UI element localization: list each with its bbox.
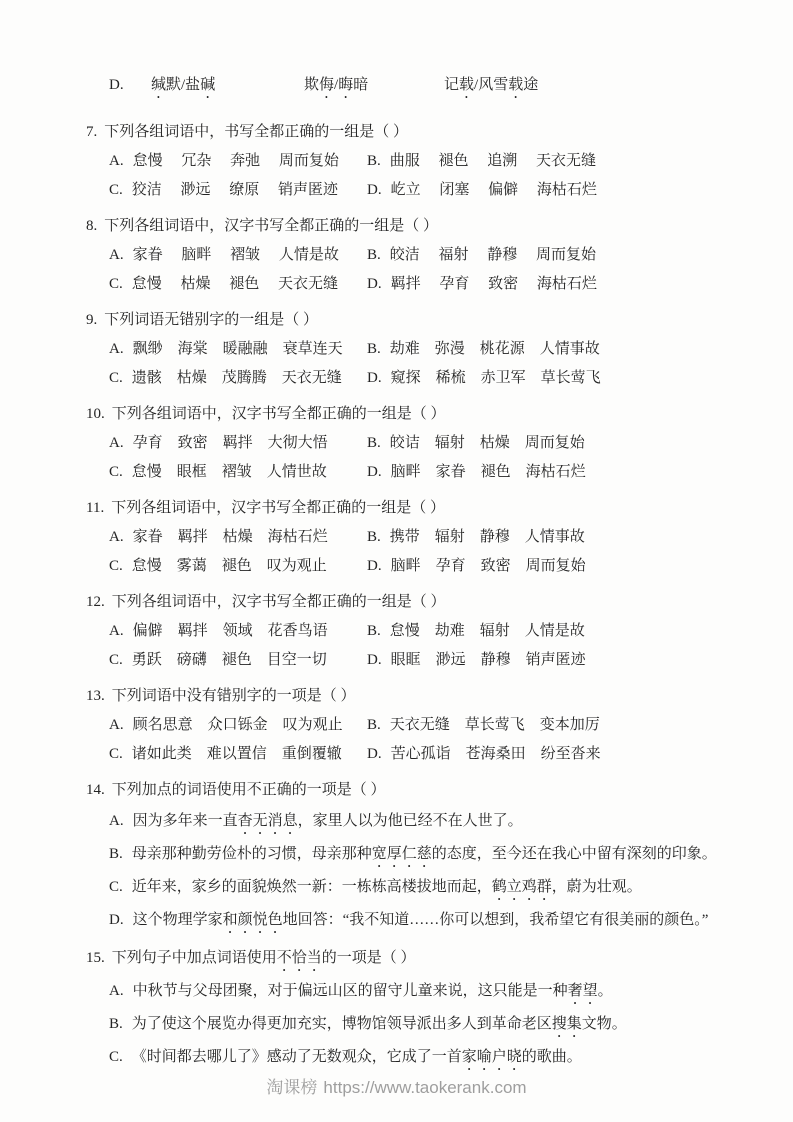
text-segment: 下列各组词语中，汉字书写全都正确的一组是（ ） xyxy=(111,594,446,610)
text-segment: 勇跃 磅礴 褪色 目空一切 xyxy=(131,652,327,668)
text-segment: 暗 xyxy=(353,77,369,93)
option-text xyxy=(133,523,328,552)
answer-option xyxy=(109,805,523,838)
option-row xyxy=(86,364,749,393)
option-label: D. xyxy=(367,746,382,762)
option-text xyxy=(132,871,642,904)
option-text xyxy=(133,975,613,1008)
question-number: 11. xyxy=(86,500,105,516)
option-label: D. xyxy=(367,652,382,668)
question-stem xyxy=(86,212,749,241)
option-label: C. xyxy=(109,746,123,762)
option-label: C. xyxy=(109,879,123,895)
option-text xyxy=(390,335,600,364)
option-text xyxy=(390,241,596,270)
question-stem-text xyxy=(111,494,749,523)
text-segment: 偏僻 羁拌 领域 花香鸟语 xyxy=(132,623,328,639)
question-block xyxy=(86,212,749,299)
text-segment: 的歌曲。 xyxy=(521,1049,582,1065)
option-text xyxy=(391,740,601,769)
option-label: D. xyxy=(367,558,382,574)
option-label: D. xyxy=(367,276,382,292)
option-text xyxy=(132,552,327,581)
option-row xyxy=(86,523,749,552)
text-segment: 中秋节与父母团聚，对于偏远山区的留守儿童来说，这只能是一种 xyxy=(132,983,568,999)
dotted-term: 缄 xyxy=(151,77,167,93)
text-segment: 下列词语中没有错别字的一项是（ ） xyxy=(111,688,356,704)
text-segment: 怠慢 冗杂 奔弛 周而复始 xyxy=(132,153,339,169)
text-segment: 天衣无缝 草长莺飞 变本加厉 xyxy=(389,717,600,733)
answer-option xyxy=(367,147,596,176)
dotted-term: 和颜悦色 xyxy=(222,912,283,928)
question-options xyxy=(86,711,749,769)
question-number: 13. xyxy=(86,688,105,704)
answer-option xyxy=(109,711,367,740)
text-segment: 羁拌 孕育 致密 海枯石烂 xyxy=(390,276,597,292)
option-text xyxy=(133,805,523,838)
question-block xyxy=(86,118,749,205)
question-stem-text xyxy=(112,400,749,429)
question-options xyxy=(86,147,749,205)
option-row xyxy=(86,1008,749,1041)
option-text xyxy=(133,335,343,364)
option-label: B. xyxy=(367,341,381,357)
option-text xyxy=(132,646,327,675)
text-segment: 下列各组词语中，汉字书写全都正确的一组是（ ） xyxy=(111,406,446,422)
question-stem-text xyxy=(104,306,749,335)
question-options xyxy=(86,429,749,487)
question-block xyxy=(86,400,749,487)
question-stem xyxy=(86,118,749,147)
answer-option xyxy=(367,270,597,299)
option-text xyxy=(133,429,328,458)
text-segment: 默/盐 xyxy=(166,77,201,93)
dotted-term: 搜集 xyxy=(551,1016,582,1032)
option-label: B. xyxy=(367,623,381,639)
text-segment: 近年来，家乡的面貌焕然一新：一栋栋高楼拔地而起， xyxy=(131,879,492,895)
dotted-term: 不恰当 xyxy=(276,950,322,966)
option-label: B. xyxy=(367,435,381,451)
option-text xyxy=(132,740,342,769)
answer-option xyxy=(109,523,367,552)
answer-option xyxy=(109,646,367,675)
text-segment: 的一项是（ ） xyxy=(321,950,416,966)
question-stem xyxy=(86,400,749,429)
text-segment: 皎诘 辐射 枯燥 周而复始 xyxy=(389,435,585,451)
option-text xyxy=(132,838,717,871)
option-label: D. xyxy=(109,912,124,928)
text-segment: 家眷 脑畔 褶皱 人情是故 xyxy=(132,247,339,263)
dotted-term: 杳无消息 xyxy=(237,813,298,829)
text-segment: 窥探 稀梳 赤卫军 草长莺飞 xyxy=(390,370,601,386)
question-list xyxy=(86,118,749,1074)
question-stem-text xyxy=(104,118,749,147)
option-text xyxy=(391,552,586,581)
text-segment: 脑畔 孕育 致密 周而复始 xyxy=(390,558,586,574)
option-row xyxy=(86,552,749,581)
text-segment: 遗骸 枯燥 茂腾腾 天衣无缝 xyxy=(131,370,342,386)
question-stem xyxy=(86,588,749,617)
option-text xyxy=(133,617,328,646)
word-pair xyxy=(151,72,304,102)
question-stem xyxy=(86,944,749,975)
question-number: 15. xyxy=(86,950,105,966)
answer-option xyxy=(109,552,367,581)
question-options xyxy=(86,335,749,393)
answer-option xyxy=(367,458,586,487)
text-segment: 家眷 羁拌 枯燥 海枯石烂 xyxy=(132,529,328,545)
text-segment: 为了使这个展览办得更加充实，博物馆领导派出多人到革命老区 xyxy=(131,1016,552,1032)
option-row xyxy=(86,871,749,904)
question-options xyxy=(86,975,749,1074)
option-text xyxy=(132,458,327,487)
text-segment: 下列词语无错别字的一组是（ ） xyxy=(104,312,319,328)
option-row xyxy=(86,241,749,270)
answer-option xyxy=(109,176,367,205)
answer-option xyxy=(367,552,586,581)
text-segment: ，家里人以为他已经不在人世了。 xyxy=(297,813,523,829)
word-pair xyxy=(304,72,444,102)
option-text xyxy=(133,904,709,937)
text-segment: 。 xyxy=(597,983,613,999)
text-segment: 孕育 致密 羁拌 大彻大悟 xyxy=(132,435,328,451)
text-segment: 记 xyxy=(444,77,460,93)
text-segment: 下列各组词语中，汉字书写全都正确的一组是（ ） xyxy=(104,218,439,234)
answer-option xyxy=(109,975,613,1008)
dotted-term: 载 xyxy=(459,77,475,93)
option-row xyxy=(86,805,749,838)
option-text xyxy=(133,711,343,740)
question-number: 12. xyxy=(86,594,105,610)
text-segment: 途 xyxy=(523,77,539,93)
question-stem-text xyxy=(104,212,749,241)
question-block xyxy=(86,682,749,769)
option-text xyxy=(391,458,586,487)
option-row xyxy=(86,429,749,458)
question-number: 14. xyxy=(86,782,105,798)
option-label: B. xyxy=(367,247,381,263)
answer-option xyxy=(109,270,367,299)
option-text xyxy=(132,1008,627,1041)
dotted-term: 晦 xyxy=(338,77,354,93)
option-row xyxy=(86,975,749,1008)
option-label: C. xyxy=(109,464,123,480)
answer-option xyxy=(367,335,600,364)
text-segment: 狡洁 渺远 缭原 销声匿迹 xyxy=(131,182,339,198)
text-segment: /风雪 xyxy=(474,77,509,93)
option-text xyxy=(390,523,585,552)
option-label: A. xyxy=(109,247,124,263)
answer-option xyxy=(367,617,585,646)
option-text xyxy=(390,147,596,176)
text-segment: 下列加点的词语使用不正确的一项是（ ） xyxy=(111,782,386,798)
option-row xyxy=(86,270,749,299)
option-label: D. xyxy=(367,464,382,480)
text-segment: 文物。 xyxy=(581,1016,627,1032)
question-options xyxy=(86,523,749,581)
question-number: 9. xyxy=(86,312,98,328)
dotted-term: 鹤立鸡群 xyxy=(491,879,552,895)
question-block xyxy=(86,306,749,393)
option-text xyxy=(133,147,339,176)
option-row xyxy=(86,711,749,740)
answer-option xyxy=(367,241,596,270)
question-block xyxy=(86,588,749,675)
answer-option xyxy=(109,458,367,487)
option-text xyxy=(391,176,597,205)
question-number: 10. xyxy=(86,406,105,422)
answer-option xyxy=(109,617,367,646)
option-label: C. xyxy=(109,370,123,386)
question-number: 8. xyxy=(86,218,98,234)
text-segment: 下列各组词语中，汉字书写全都正确的一组是（ ） xyxy=(111,500,445,516)
question-block xyxy=(86,494,749,581)
text-segment: 欺 xyxy=(304,77,320,93)
answer-option xyxy=(109,147,367,176)
text-segment: 眼眶 渺远 静穆 销声匿迹 xyxy=(390,652,586,668)
answer-option xyxy=(109,1041,582,1074)
question-number: 7. xyxy=(86,124,98,140)
text-segment: 地回答：“我不知道……你可以想到，我希望它有很美丽的颜色。” xyxy=(282,912,709,928)
answer-option xyxy=(367,523,585,552)
option-label: B. xyxy=(367,717,381,733)
option-label: A. xyxy=(109,153,124,169)
question-options xyxy=(86,805,749,937)
question-block xyxy=(86,776,749,937)
text-segment: 的态度，至今还在我心中留有深刻的印象。 xyxy=(431,846,717,862)
question-stem xyxy=(86,682,749,711)
answer-option xyxy=(109,241,367,270)
dotted-term: 侮 xyxy=(319,77,335,93)
text-segment: 下列句子中加点词语使用 xyxy=(111,950,277,966)
option-label: D. xyxy=(109,77,124,93)
option-row xyxy=(86,617,749,646)
dotted-term: 奢望 xyxy=(567,983,598,999)
answer-option xyxy=(367,429,585,458)
option-text xyxy=(390,429,585,458)
option-label: A. xyxy=(109,529,124,545)
carryover-option-row xyxy=(86,72,749,102)
text-segment: 苦心孤诣 苍海桑田 纷至沓来 xyxy=(390,746,601,762)
text-segment: / xyxy=(334,77,339,93)
text-segment: 皎洁 福射 静穆 周而复始 xyxy=(389,247,597,263)
answer-option xyxy=(367,176,597,205)
option-label: A. xyxy=(109,341,124,357)
option-row xyxy=(86,458,749,487)
question-stem-text xyxy=(112,682,749,711)
option-text xyxy=(390,711,600,740)
answer-option xyxy=(109,429,367,458)
question-stem xyxy=(86,776,749,805)
option-row xyxy=(86,838,749,871)
text-segment: 《时间都去哪儿了》感动了无数观众，它成了一首 xyxy=(131,1049,462,1065)
option-label: B. xyxy=(109,1016,123,1032)
option-text xyxy=(132,270,338,299)
option-text xyxy=(390,617,585,646)
text-segment: 这个物理学家 xyxy=(132,912,223,928)
dotted-term: 家喻户晓 xyxy=(461,1049,522,1065)
option-label: B. xyxy=(367,153,381,169)
text-segment: 携带 辐射 静穆 人情事故 xyxy=(389,529,585,545)
answer-option xyxy=(109,335,367,364)
option-label: C. xyxy=(109,182,123,198)
question-block xyxy=(86,944,749,1074)
question-stem-text xyxy=(112,588,749,617)
text-segment: 诸如此类 难以置信 重倒覆辙 xyxy=(131,746,342,762)
option-label: C. xyxy=(109,1049,123,1065)
option-row xyxy=(86,904,749,937)
question-stem-text xyxy=(112,944,749,975)
question-stem-text xyxy=(112,776,749,805)
option-label: A. xyxy=(109,983,124,999)
text-segment: ，蔚为壮观。 xyxy=(551,879,642,895)
text-segment: 劫难 弥漫 桃花源 人情事故 xyxy=(389,341,600,357)
text-segment: 飘缈 海棠 暖融融 衰草连天 xyxy=(132,341,343,357)
answer-option xyxy=(367,364,601,393)
option-label: A. xyxy=(109,813,124,829)
option-row xyxy=(86,335,749,364)
option-label: C. xyxy=(109,652,123,668)
answer-option xyxy=(109,838,717,871)
option-row xyxy=(86,646,749,675)
answer-option xyxy=(109,1008,627,1041)
answer-option xyxy=(109,364,367,393)
text-segment: 曲服 褪色 追溯 天衣无缝 xyxy=(389,153,597,169)
option-label: C. xyxy=(109,558,123,574)
option-label: B. xyxy=(367,529,381,545)
option-row xyxy=(86,147,749,176)
dotted-term: 载 xyxy=(508,77,524,93)
question-options xyxy=(86,241,749,299)
text-segment: 脑畔 家眷 褪色 海枯石烂 xyxy=(390,464,586,480)
option-text xyxy=(133,241,339,270)
footer-site-name: 淘课榜 xyxy=(266,1078,318,1097)
option-label: A. xyxy=(109,623,124,639)
option-text xyxy=(132,176,338,205)
option-label: A. xyxy=(109,435,124,451)
text-segment: 下列各组词语中，书写全都正确的一组是（ ） xyxy=(104,124,409,140)
option-row xyxy=(86,176,749,205)
text-segment: 屹立 闭塞 偏僻 海枯石烂 xyxy=(390,182,597,198)
page-footer xyxy=(0,1073,793,1098)
option-label: A. xyxy=(109,717,124,733)
text-segment: 怠慢 雾蔼 褪色 叹为观止 xyxy=(131,558,327,574)
answer-option xyxy=(109,740,367,769)
dotted-term: 碱 xyxy=(200,77,216,93)
option-text xyxy=(132,1041,582,1074)
option-label: C. xyxy=(109,276,123,292)
word-pair xyxy=(444,72,538,102)
option-label: D. xyxy=(367,370,382,386)
text-segment: 怠慢 枯燥 褪色 天衣无缝 xyxy=(131,276,339,292)
option-label: B. xyxy=(109,846,123,862)
answer-option xyxy=(367,711,600,740)
text-segment: 顾名思意 众口铄金 叹为观止 xyxy=(132,717,343,733)
answer-option xyxy=(109,904,708,937)
question-stem xyxy=(86,306,749,335)
question-options xyxy=(86,617,749,675)
question-stem xyxy=(86,494,749,523)
text-segment: 因为多年来一直 xyxy=(132,813,238,829)
answer-option xyxy=(367,646,586,675)
text-segment: 怠慢 劫难 辐射 人情是故 xyxy=(389,623,585,639)
text-segment: 怠慢 眼框 褶皱 人情世故 xyxy=(131,464,327,480)
answer-option xyxy=(109,871,642,904)
option-row xyxy=(86,1041,749,1074)
option-text xyxy=(391,270,597,299)
option-text xyxy=(132,364,342,393)
option-text xyxy=(391,646,586,675)
option-label: D. xyxy=(367,182,382,198)
answer-option xyxy=(367,740,601,769)
dotted-term: 宽厚仁慈 xyxy=(371,846,432,862)
option-row xyxy=(86,740,749,769)
text-segment: 母亲那种勤劳俭朴的习惯，母亲那种 xyxy=(131,846,372,862)
footer-url: https://www.taokerank.com xyxy=(323,1078,527,1097)
option-text xyxy=(391,364,601,393)
